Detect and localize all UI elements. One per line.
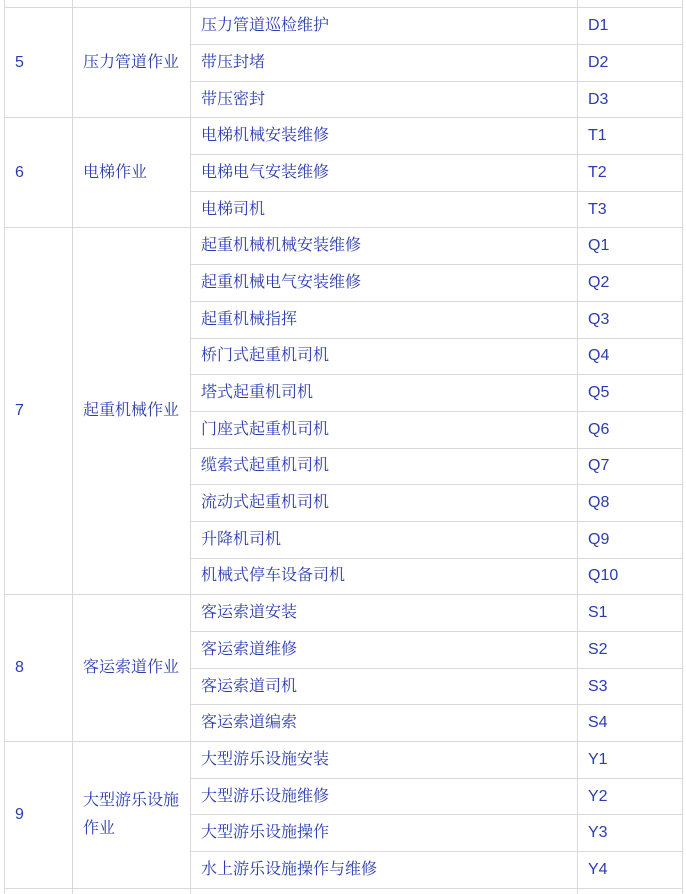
item-code-cell: T1 xyxy=(578,118,683,155)
clipped-cell xyxy=(578,888,683,894)
item-code-cell: Q1 xyxy=(578,228,683,265)
item-name-cell: 客运索道司机 xyxy=(191,668,578,705)
item-name-cell: 塔式起重机司机 xyxy=(191,375,578,412)
item-code-cell: S2 xyxy=(578,632,683,669)
item-name-cell: 带压密封 xyxy=(191,81,578,118)
clipped-cell xyxy=(73,0,191,8)
item-code-cell: Q5 xyxy=(578,375,683,412)
item-name-cell: 电梯机械安装维修 xyxy=(191,118,578,155)
item-code-cell: Q3 xyxy=(578,301,683,338)
item-code-cell: D3 xyxy=(578,81,683,118)
item-name-cell: 升降机司机 xyxy=(191,521,578,558)
clipped-top-row xyxy=(5,0,683,8)
item-name-cell: 电梯电气安装维修 xyxy=(191,155,578,192)
item-name-cell: 大型游乐设施操作 xyxy=(191,815,578,852)
item-name-cell: 流动式起重机司机 xyxy=(191,485,578,522)
item-name-cell: 起重机械指挥 xyxy=(191,301,578,338)
category-cell: 起重机械作业 xyxy=(73,228,191,595)
item-name-cell: 客运索道维修 xyxy=(191,632,578,669)
item-name-cell: 客运索道编索 xyxy=(191,705,578,742)
clipped-cell xyxy=(73,888,191,894)
item-code-cell: D2 xyxy=(578,45,683,82)
item-code-cell: Q9 xyxy=(578,521,683,558)
item-name-cell: 客运索道安装 xyxy=(191,595,578,632)
table-body xyxy=(5,0,683,894)
item-name-cell: 起重机械机械安装维修 xyxy=(191,228,578,265)
item-name-cell: 桥门式起重机司机 xyxy=(191,338,578,375)
item-code-cell: Q6 xyxy=(578,411,683,448)
row-number-cell: 9 xyxy=(5,742,73,889)
item-code-cell: Y2 xyxy=(578,778,683,815)
item-code-cell: Q7 xyxy=(578,448,683,485)
row-number-cell: 8 xyxy=(5,595,73,742)
item-name-cell: 机械式停车设备司机 xyxy=(191,558,578,595)
special-equipment-operations-table xyxy=(4,0,683,894)
item-code-cell: T2 xyxy=(578,155,683,192)
clipped-bottom-row xyxy=(5,888,683,894)
item-name-cell: 带压封堵 xyxy=(191,45,578,82)
item-code-cell: Y3 xyxy=(578,815,683,852)
item-code-cell: S1 xyxy=(578,595,683,632)
row-number-cell: 6 xyxy=(5,118,73,228)
item-code-cell: T3 xyxy=(578,191,683,228)
item-code-cell: Q2 xyxy=(578,265,683,302)
category-cell: 大型游乐设施作业 xyxy=(73,742,191,889)
table-row xyxy=(5,742,683,779)
row-number-cell: 5 xyxy=(5,8,73,118)
item-code-cell: S4 xyxy=(578,705,683,742)
table-row xyxy=(5,595,683,632)
row-number-cell: 7 xyxy=(5,228,73,595)
item-name-cell: 起重机械电气安装维修 xyxy=(191,265,578,302)
clipped-cell xyxy=(191,0,578,8)
category-cell: 压力管道作业 xyxy=(73,8,191,118)
item-code-cell: Q10 xyxy=(578,558,683,595)
item-code-cell: D1 xyxy=(578,8,683,45)
item-name-cell: 缆索式起重机司机 xyxy=(191,448,578,485)
table-row xyxy=(5,118,683,155)
item-name-cell: 大型游乐设施安装 xyxy=(191,742,578,779)
item-code-cell: Y4 xyxy=(578,852,683,889)
item-name-cell: 水上游乐设施操作与维修 xyxy=(191,852,578,889)
clipped-cell xyxy=(191,888,578,894)
table-row xyxy=(5,8,683,45)
item-name-cell: 压力管道巡检维护 xyxy=(191,8,578,45)
item-name-cell: 大型游乐设施维修 xyxy=(191,778,578,815)
item-name-cell: 电梯司机 xyxy=(191,191,578,228)
item-code-cell: Q8 xyxy=(578,485,683,522)
clipped-cell xyxy=(5,888,73,894)
clipped-cell xyxy=(5,0,73,8)
clipped-cell xyxy=(578,0,683,8)
category-cell: 客运索道作业 xyxy=(73,595,191,742)
item-code-cell: Y1 xyxy=(578,742,683,779)
item-name-cell: 门座式起重机司机 xyxy=(191,411,578,448)
item-code-cell: Q4 xyxy=(578,338,683,375)
category-cell: 电梯作业 xyxy=(73,118,191,228)
item-code-cell: S3 xyxy=(578,668,683,705)
table-row xyxy=(5,228,683,265)
